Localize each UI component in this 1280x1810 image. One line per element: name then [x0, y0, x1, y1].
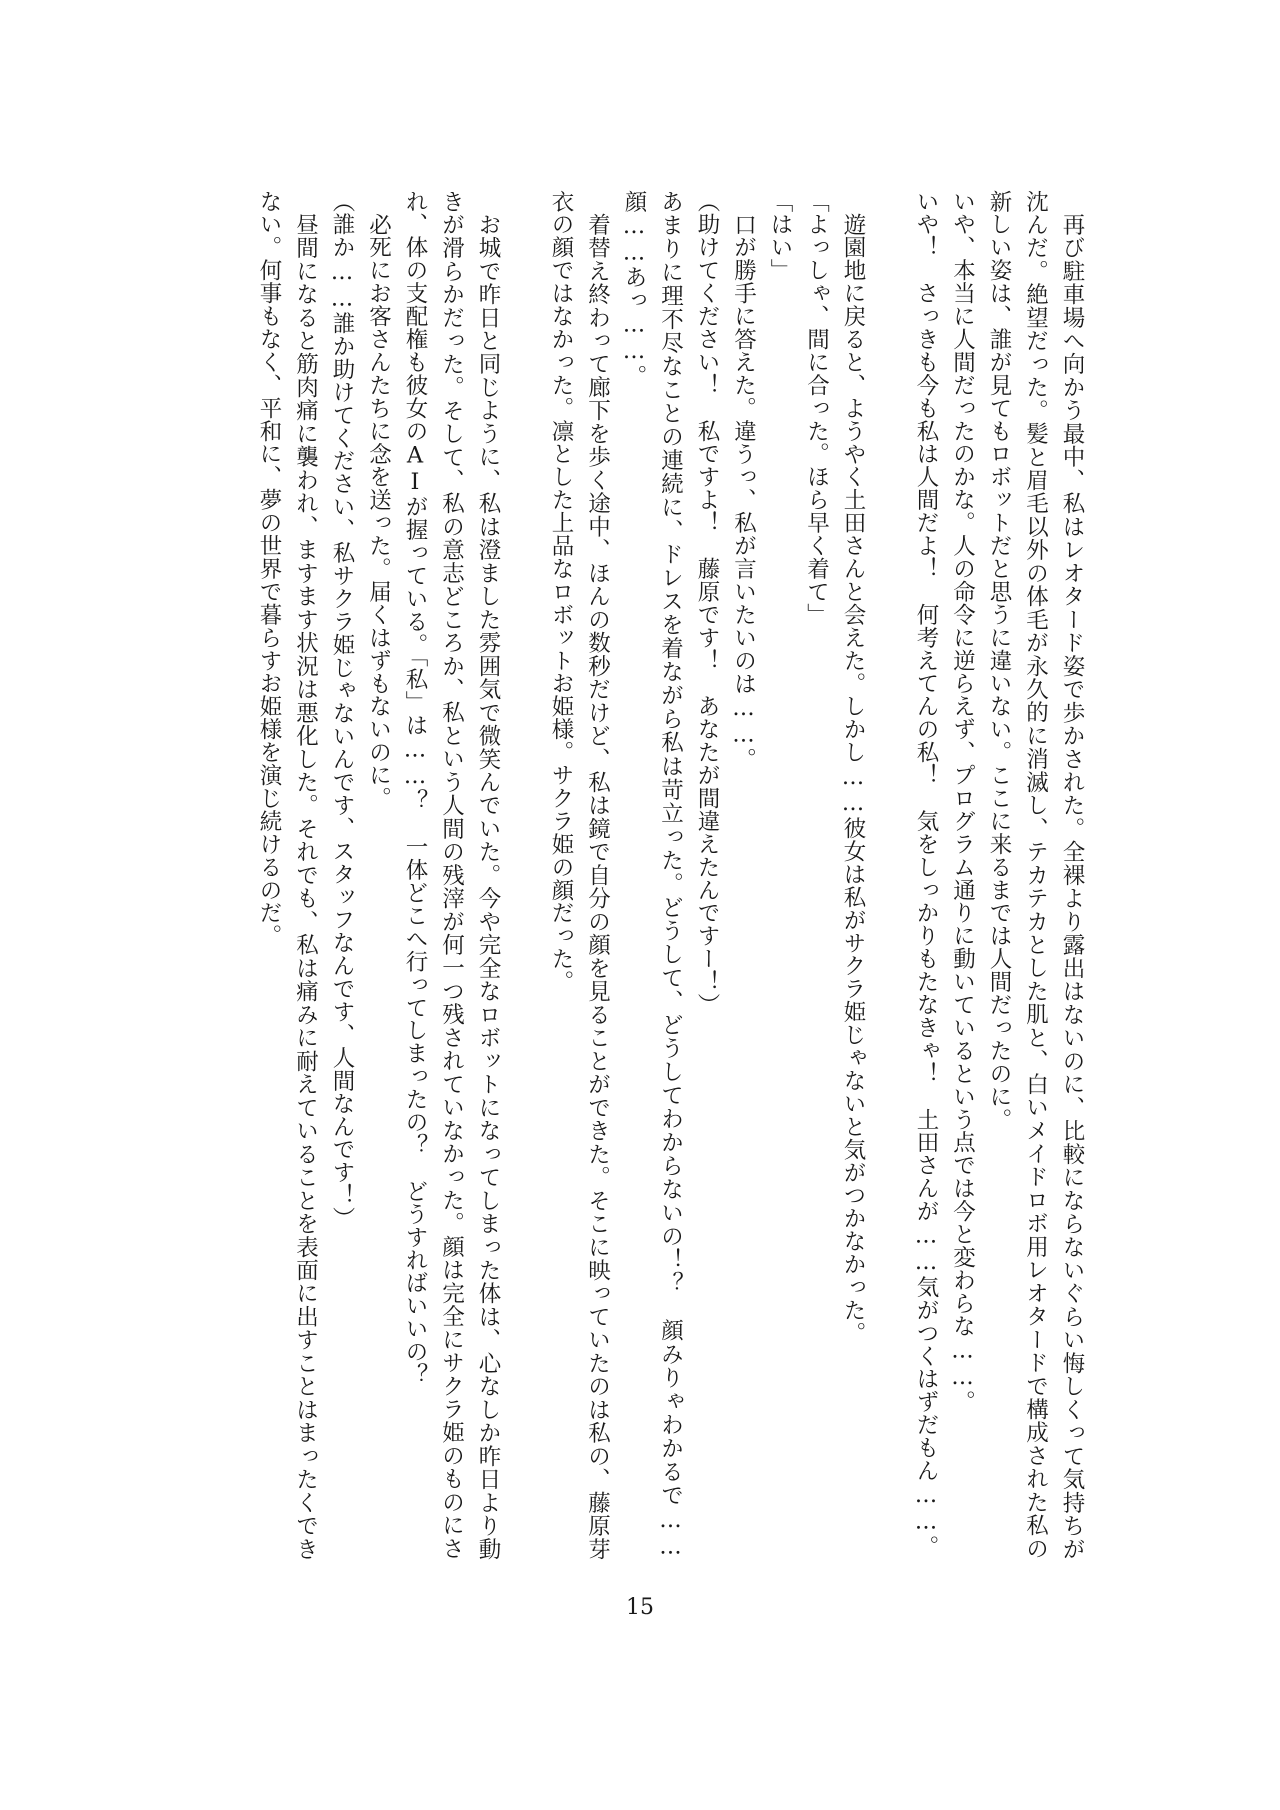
- blank-line: [871, 190, 908, 1560]
- paragraph: 必死にお客さんたちに念を送った。届くはずもないのに。: [365, 212, 392, 810]
- page-number: 15: [626, 1595, 654, 1620]
- paragraph: いや！ さっきも今も私は人間だよ！ 何考えてんの私！ 気をしっかりもたなきゃ！ 土田さんが……気がつくはずだもん……。: [913, 190, 939, 1559]
- paragraph: 再び駐車場へ向かう最中、私はレオタード姿で歩かされた。全裸より露出はないのに、比較にならないぐらい悔しくって気持ちが沈んだ。絶望だった。髪と眉毛以外の体毛が永久的に消滅し、テカテカとした肌と、白いメイドロボ用レオタードで構成された私の新しい姿は、誰が見てもロボットだと思うに違いない。ここに来るまでは人間だったのに。: [986, 190, 1085, 1560]
- paragraph: あまりに理不尽なことの連続に、ドレスを着ながら私は苛立った。どうして、どうしてわからないの！？ 顔みりゃわかるで……顔……あっ……。: [621, 190, 684, 1560]
- dialogue-line: 「よっしゃ、間に合った。ほら早く着て」: [803, 190, 830, 627]
- paragraph: いや、本当に人間だったのかな。人の命令に逆らえず、プログラム通りに動いているという点では今と変わらな……。: [949, 190, 976, 1414]
- paragraph: 着替え終わって廊下を歩く途中、ほんの数秒だけど、私は鏡で自分の顔を見ることができた。そこに映っていたのは私の、藤原芽衣の顔ではなかった。凛とした上品なロボットお姫様。サクラ姫の顔だった。: [548, 190, 611, 1560]
- novel-text-block: [251, 190, 1091, 1560]
- paragraph: 遊園地に戻ると、ようやく土田さんと会えた。しかし……彼女は私がサクラ姫じゃないと気がつかなかった。: [840, 212, 866, 1345]
- inner-voice-line: （助けてください！ 私ですよ！ 藤原です！ あなたが間違えたんですー！）: [694, 190, 720, 1017]
- blank-line: [506, 190, 543, 1560]
- paragraph: 口が勝手に答えた。違うっ、私が言いたいのは……。: [730, 212, 757, 771]
- paragraph: 昼間になると筋肉痛に襲われ、ますます状況は悪化した。それでも、私は痛みに耐えていることを表面に出すことはまったくできない。何事もなく、平和に、夢の世界で暮らすお姫様を演じ続けるのだ。: [256, 190, 319, 1560]
- dialogue-line: 「はい」: [767, 190, 793, 282]
- paragraph: お城で昨日と同じように、私は澄ました雰囲気で微笑んでいた。今や完全なロボットになってしまった体は、心なしか昨日より動きが滑らかだった。そして、私の意志どころか、私という人間の残滓が何一つ残されていなかった。顔は完全にサクラ姫のものにされ、体の支配権も彼女のAIが握っている。「私」は……？ 一体どこへ行ってしまったの？ どうすればいいの？: [402, 190, 501, 1560]
- inner-voice-line: （誰か……誰か助けてください、私サクラ姫じゃないんです、スタッフなんです、人間なんです！）: [329, 190, 355, 1230]
